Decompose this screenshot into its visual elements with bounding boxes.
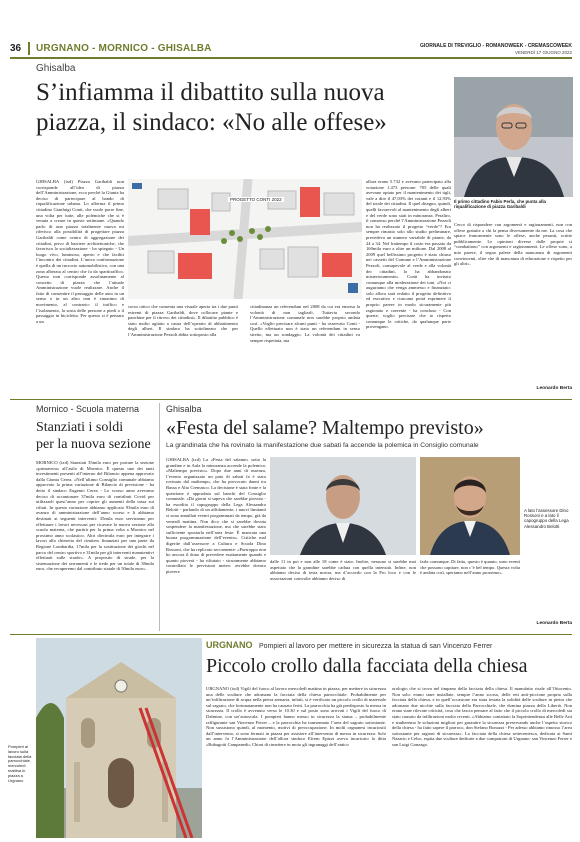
article4-kicker-text: Pompieri al lavoro per mettere in sicurezza la statua di san Vincenzo Ferrer — [259, 643, 493, 650]
article4-kicker-place: URGNANO — [206, 640, 253, 650]
article3-signature: Leonardo Berta — [536, 621, 572, 626]
article2-headline-line2: per la nuova sezione — [36, 437, 151, 452]
column-divider — [159, 403, 160, 631]
article3-kicker: Ghisalba — [166, 404, 202, 414]
page-number: 36 — [10, 43, 22, 54]
article4-column-2: orologio che si trova nel timpano della facciata della chiesa. Il manufatto risale all’Ottocento. Non solo: erano stare installate, sempre l’anno scorso, delle reti anti-piccione proprio sulla facciata della chiesa, e in quell’occasione era stata testata la solidità delle sculture in pietra che adornano due nicchie sulla facciata della Parrocchiale, che domina piazza della Libertà. Non erano state rilevate criticità, cosa che lascia pensare al fatto che il piccolo crollo di mercoledì sia stato causato da infiltrazioni molto recenti. «Abbiamo contattato la Soprintendenza alle Belle Arti e studieremo le soluzioni migliori per garantire la sicurezza preservando anche l’aspetto storico della chiesa - ha fatto sapere il parroco, don Stefano Bonazzi - Per adesso abbiamo rimosso l’area sottostante per ragioni di sicurezza». La facciata della chiesa settecentesca, dedicata ai Santi Nazario e Celso, espita due sculture dedicate a due compatroni di Urgnano: san Vincenzo Ferrer e san Luigi Gonzaga. — [392, 686, 572, 747]
article3-portrait-caption: A lato l’assessore Dino Rossoni e a lato il capogruppo della Lega Alessandro Belotti — [524, 508, 569, 529]
article1-kicker: Ghisalba — [36, 63, 76, 74]
article4-kicker — [206, 640, 492, 650]
article4-headline: Piccolo crollo dalla facciata della chiesa — [206, 655, 528, 677]
article1-headline-line1: S’infiamma il dibattito sulla nuova — [36, 79, 385, 106]
article3-subhead: La grandinata che ha rovinato la manifestazione due sabati fa accende la polemica in Consiglio comunale — [166, 442, 479, 449]
article3-column-2: dalle 11 in poi e non alle 18 come è stato. Inoltre, nessuno si sarebbe mai aspettato che la grandine sarebbe caduta con quella intensità. Infine, non abbiamo deciso di testa nostra, ma d’accordo con la Pro loco e con le associazioni coinvolte abbiamo deciso di — [270, 559, 416, 581]
article1-column-5: Cerco di rispondere con argomenti e ragionamenti, non con offese gratuite a chi la pensa diversamente da me. La cosa che spiace francamente sono le offese, anche pesanti, scritte pubblicamente. Le opinioni diverse dalle proprie si “combattono” con argomenti e ragionamenti. Le offese sono, a mio parere, il segno palese della mancanza di argomenti convincenti, oltre che di mancanza di educazione e rispetto per gli altri». — [454, 222, 572, 267]
header-divider — [28, 42, 30, 55]
article1-portrait-caption: Il primo cittadino Fabio Perla, che punta alla riqualificazione di piazza Garibaldi — [454, 199, 546, 210]
article1-signature: Leonardo Berta — [536, 386, 572, 391]
church-photo — [36, 638, 202, 838]
article3-portrait-left — [270, 457, 416, 555]
issue-date: VENERDÌ 17 GIUGNO 2022 — [514, 50, 572, 55]
article3-column-3: farla comunque. Di fatto, questo è quanto, sono eventi che possono capitare, non c’è bel tempo. Questa volta è andata così, speriamo nell’anno prossimo». — [420, 559, 520, 576]
article1-map — [128, 179, 362, 299]
article1-portrait — [454, 77, 573, 197]
section-divider-2 — [10, 634, 572, 635]
article2-headline-line1: Stanziati i soldi — [36, 420, 124, 435]
article1-column-1: GHISALBA (ixd) Piazza Garibaldi non corrisponde all’idea di piazza dell’Amministrazione, ecco perché la Giunta ha deciso di partecipare al bando di riqualificazione urbana. Lo afferma il primo cittadino Gianluigi Conti, che vuole porre fine, una volta per tutte, alle polemiche che si è venuta a creare in queste settimane. «Quando parlo di una piazza totalmente nuova mi riferisco alla possibilità di progettare piazza Garibaldi come centro di aggregazione dei cittadini, privo di barriere architettoniche, che favorisca la socializzazione - ha spiegato - Un luogo vivo, luminoso, aperto e che faciliti l’incontro dei cittadini. L’unica conformazione è quella di un incrocio automobilistico, con una zona alberata al centro che fa da spartitraffico. Questo non corrisponde assolutamente al concetto di piazza che l’attuale Amministrazione vuole realizzare. Anche il fatto di consentire il passaggio delle auto in un senso o in un altro non è sinonimo di movimento, al contrario: il traffico e l’isolamento, la sosta delle persone a piedi o il passaggio in bicicletta. Per questo si è pensato a un — [36, 179, 124, 324]
article1-column-3: cittadinanza un referendum nel 2008 da cui era emersa la volontà di non tagliarli. Tuttavia secondo l’Amministrazione comunale non sarebbe proprio andata così. «Voglio precisare alcuni punti - ha osservato Conti - Quello effettuato non è stato un referendum in senso stretto, ma un sondaggio. La volontà dei cittadini va sempre rispettata, ma — [250, 304, 360, 343]
article1-column-2: corso ottico che consenta una visuale aperta tra i due punti estremi di piazza Garibaldi, dove collocare piante e panchine per il ritrovo dei cittadini». Il dibattito pubblico è stato molto agitato a causa dell’operato di abbattimento degli alberi. Il sindaco ha sottolineato che per l’Amministrazione Pezzoli abbia sottoposto alla — [128, 304, 238, 337]
article3-headline: «Festa del salame? Maltempo previsto» — [166, 417, 484, 439]
article1-column-4: allora erano 5.732 e avevano partecipato alla votazione 1.473 persone: 705 delle quali avevano optato per il mantenimento dei tigli, vale a dire il 47,03% dei votanti e il 12,93% del totale dei cittadini. Il quel disegno, quindi, quelli favorevoli al mantenimento degli alberi e del verde sono stati in minoranza. Peraltro, il consenso perché l’Amministrazione Pezzoli non ha realizzato il progetto “verde”? Era sempre rimasto solo allo studio preliminare, prevedeva un numero variabile di piante, da 24 a 34. Nel frattempo il costo era passato da 160mila euro a oltre un milione. Dal 2008 al 2009 quel bellissimo progetto è stato chiuso nei cassetti del Comune e l’Amministrazione Pezzoli, consapevole al verde e alla volontà dei cittadini, lo ha abbandonato misteriosamente». Conti ha invitato comunque alla moderazione dei toni. «Noi ci auguriamo che venga ammesso e finanziato: solo allora sarà redatto il progetto definitivo ed esecutivo e ciascuno potrà esprimere il proprio parere in modo sicuramente più ragionato e coerente - ha concluso - Con queste, voglio precisare che io rispetto comunque le critiche, da qualunque parte provengano. — [366, 179, 451, 330]
section-title: URGNANO - MORNICO - GHISALBA — [36, 43, 212, 54]
article3-column-1: GHISALBA (ixd) La «Festa del salame» sotto la grandine e in Aula la minoranza accende la polemica: «Maltempo previsto». Dopo due anni di assenza, l’evento organizzato un paio di sabati fa è stato rovinato dal maltempo, che ha provocato danni tra Bassa e Alto Cremasco. La decisione è stata fonte e la questione è approdata sul banchi del Consiglio comunale. «Da giorni si sapeva che sarebbe piovuto - ha esordito il capogruppo della Lega Alessandro Belotti - parlando di un affidamento: i nuovi limitanti si sono annullati eventi programmati da tempo, già da venerdì mattina. Non dico che si sarebbe dovuta sospendere la manifestazione, ma che sarebbe stato sufficiente spostarla nell’area feste. È mancata una buona programmazione dell’evento». Critiche mal digerite dall’assessore a Cultura e Scuola Dino Rossoni, che ha replicato seccamente: «Purtroppo non ho ancora il dono di prevedere esattamente quando e quanto pioverà - ha rifiutato - sicuramente abbiamo controllato le previsioni meteo: avrebbe dovuto piovere — [166, 457, 266, 574]
header-rule — [10, 57, 572, 59]
map-label: PROGETTO CONTI 2022 — [230, 197, 282, 202]
article3-portrait-right — [420, 457, 520, 555]
article4-column-1: URGNANO (ixd) Vigili del fuoco al lavoro mercoledì mattina in piazza, per mettere in sicurezza una delle sculture che adornano la facciata della chiesa parrocchiale. Probabilmente per un’infiltrazione di acqua nella pietra arenaria, infatti, si è verificato un piccolo crollo di materiale sul sagrato, che fortunatamente non ha causato feriti. La parrocchia ha già predisposto la messa in sicurezza. Il crollo è avvenuto verso le 10.30 e sul posto sono arrivati i Vigili del fuoco di Dalmine, con un’autoscala. I pompieri hanno messo in sicurezza la statua – probabilmente raffigurante san Vincenzo Ferrer – e la parrocchia ha transennato l’area del sagrato sottostante. Non sussistono quindi, al momento, motivi di preoccupazione. In molti orgnanesi incuriositi dall’intervento, si sono fermati in piazza per assistere all’intervento di messa in sicurezza. Solo un anno fa l’Amministrazione dell’allora sindaco Efrem Epizzi aveva incaricato la ditta «Rubagotti Campanedi» Chiari di rimettere in moto gli ingranaggi dell’antico — [206, 686, 386, 747]
article2-kicker: Mornico - Scuola materna — [36, 404, 140, 414]
article2-body: MORNICO (ixd) Stanziati 35mila euro per portare la sezione «primavera» all’asilo di Mornico. È questo uno dei tanti investimenti presenti all’interno del Bilancio appena approvato dalla Giunta Cerea. «Nell’ultimo Consiglio comunale abbiamo approvato la prima variazione di Bilancio di previsione - ha detto il sindaco Eugenio Cerea - Lo scorso anno avevamo deciso di accantonare 37mila euro di contributi Covid per utilizzarli quest’anno per coprire gli aumenti della tassa sui rifiuti. In questa variazione abbiamo applicato 93mila euro di avanzo di amministrazione dell’anno scorso e li abbiamo destinati ai seguenti interventi: 35mila euro serviranno per effettuare i lavori necessari per ricavare la nuova sezione alla scuola materna, che partirà per la prima volta a Mornico nel prossimo anno scolastico. Altri diecimila euro per integrare i lavori alla chiesetta del cimitero finanziati per una parte da Regione Lombardia, 17mila per la sostituzione dei giochi nel parco del centro sportivo e 31mila per gli interventi manutentivi effettuati sulle strade». A proposito di strade, per la sistemazione dei serramenti e le trede per un totale di 38mila euro, che recuperemo dal contributo statale di 50mila euro». — [36, 460, 154, 572]
article1-headline-line2: piazza, il sindaco: «No alle offese» — [36, 109, 387, 136]
church-photo-caption: Pompieri al lavoro sulla facciata della parrocchiale, mercoledì mattina in piazza a Urgnano — [8, 744, 32, 783]
section-divider-1 — [10, 399, 572, 400]
newspaper-name: GIORNALE DI TREVIGLIO - ROMANOWEEK - CREMASCOWEEK — [420, 43, 572, 49]
